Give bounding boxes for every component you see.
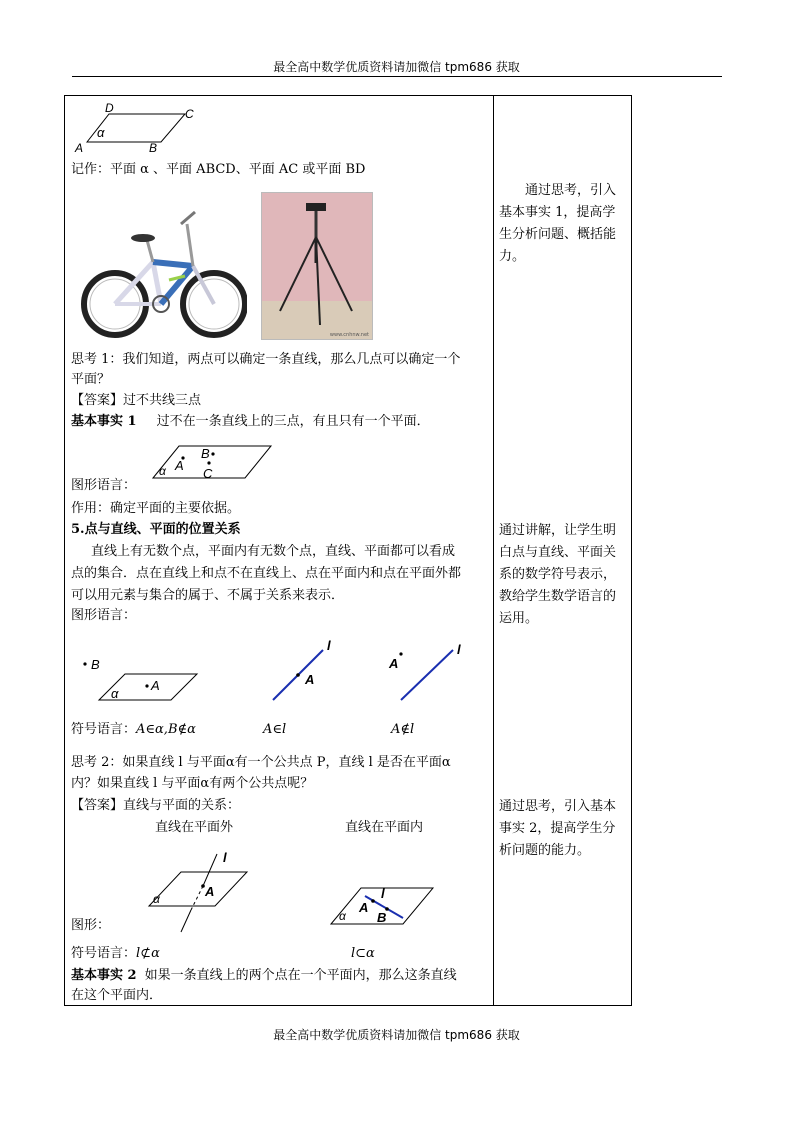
label-c: C [203, 466, 213, 481]
sym-lang-label: 符号语言： [71, 722, 137, 737]
sec5-p1: 直线上有无数个点，平面内有无数个点，直线、平面都可以看成 [91, 544, 456, 559]
label-alpha: α [339, 909, 346, 923]
line-l [401, 650, 453, 700]
answer-text: 直线与平面的关系： [123, 798, 241, 813]
label-a: A [359, 900, 369, 915]
lesson-table [64, 95, 632, 1006]
fact1-title: 基本事实 1 [71, 414, 137, 429]
label-b: B [149, 141, 158, 155]
sym-lang2-label: 符号语言： [71, 946, 137, 961]
fact2-text: 如果一条直线上的两个点在一个平面内，那么这条直线 [144, 968, 457, 983]
think2-answer [71, 796, 240, 816]
sec5-p2: 点的集合．点在直线上和点不在直线上、点在平面内和点在平面外都 [71, 566, 462, 581]
plane-abcd-figure [73, 100, 213, 156]
three-points-plane-figure [149, 438, 279, 484]
fig-lang1-label: 图形语言： [71, 478, 137, 493]
think1-line1: 思考 1：我们知道，两点可以确定一条直线，那么几点可以确定一个 [71, 352, 461, 367]
think2-line1: 思考 2：如果直线 l 与平面α有一个公共点 P，直线 l 是否在平面α [71, 755, 451, 770]
sym-l-sub-alpha: l⊂α [351, 946, 375, 961]
point-plane-figure [75, 650, 205, 704]
sym-lang-row [71, 720, 196, 740]
line-in-plane-figure [327, 880, 439, 930]
photo-caption: www.cnhnw.net [329, 332, 369, 338]
sym-lang2-row [71, 944, 160, 964]
note-fact2: 通过思考，引入基本事实 2，提高学生分析问题的能力。 [499, 799, 617, 858]
sym-a-in-alpha: A∈α,B∉α [136, 722, 196, 737]
label-outside: 直线在平面外 [155, 820, 234, 835]
fact2-line2: 在这个平面内． [71, 988, 163, 1003]
label-a: A [75, 141, 84, 155]
label-b: B [377, 910, 387, 925]
label-l: l [327, 638, 331, 653]
page-header: 最全高中数学优质资料请加微信 tpm686 获取 [273, 60, 520, 74]
label-b: B [201, 446, 210, 461]
point-on-line-figure [261, 638, 341, 708]
label-l: l [223, 850, 227, 865]
label-alpha: α [97, 125, 105, 140]
label-a: A [175, 458, 184, 473]
label-l: l [457, 642, 461, 657]
section5-title: 5.点与直线、平面的位置关系 [71, 522, 241, 537]
label-d: D [105, 101, 114, 115]
label-alpha: α [153, 892, 160, 906]
label-alpha: α [111, 686, 119, 701]
fact1-text: 过不在一条直线上的三点，有且只有一个平面． [156, 414, 430, 429]
label-inside: 直线在平面内 [345, 820, 424, 835]
think1-answer [71, 391, 201, 411]
sym-a-in-l: A∈l [263, 722, 287, 737]
answer-text: 过不共线三点 [123, 393, 202, 408]
label-a: A [389, 656, 399, 671]
label-a: A [305, 672, 315, 687]
think2-fig-label: 图形： [71, 918, 111, 933]
answer-tag: 【答案】 [71, 798, 124, 813]
fact1 [71, 412, 430, 432]
label-c: C [185, 107, 194, 121]
note-fact1: 通过思考，引入基本事实 1，提高学生分析问题、概括能力。 [499, 183, 617, 264]
label-a: A [151, 678, 160, 693]
point-off-line-figure [385, 638, 475, 708]
note-symbols: 通过讲解，让学生明白点与直线、平面关系的数学符号表示，教给学生数学语言的运用。 [499, 523, 617, 626]
label-l: l [381, 886, 385, 901]
usage-line: 作用：确定平面的主要依据。 [71, 501, 241, 516]
page-footer: 最全高中数学优质资料请加微信 tpm686 获取 [273, 1028, 520, 1042]
column-divider [493, 96, 494, 1005]
answer-tag: 【答案】 [71, 393, 124, 408]
label-a: A [205, 884, 215, 899]
sec5-p3: 可以用元素与集合的属于、不属于关系来表示． [71, 588, 345, 603]
line-crossing-plane-figure [145, 848, 255, 938]
fact2-line1 [71, 966, 457, 986]
sym-a-notin-l: A∉l [391, 722, 415, 737]
bicycle-image [81, 204, 247, 340]
sec5-fig-label: 图形语言： [71, 608, 137, 623]
label-b: B [91, 657, 100, 672]
think2-line2: 内？如果直线 l 与平面α有两个公共点呢？ [71, 776, 314, 791]
think1-line2: 平面？ [71, 372, 111, 387]
notation-line: 记作：平面 α 、平面 ABCD、平面 AC 或平面 BD [71, 162, 366, 177]
fact2-title: 基本事实 2 [71, 968, 137, 983]
header-rule [72, 76, 722, 77]
label-alpha: α [159, 464, 166, 478]
sym-l-notsub-alpha: l⊄α [136, 946, 160, 961]
tripod-image [261, 192, 373, 340]
